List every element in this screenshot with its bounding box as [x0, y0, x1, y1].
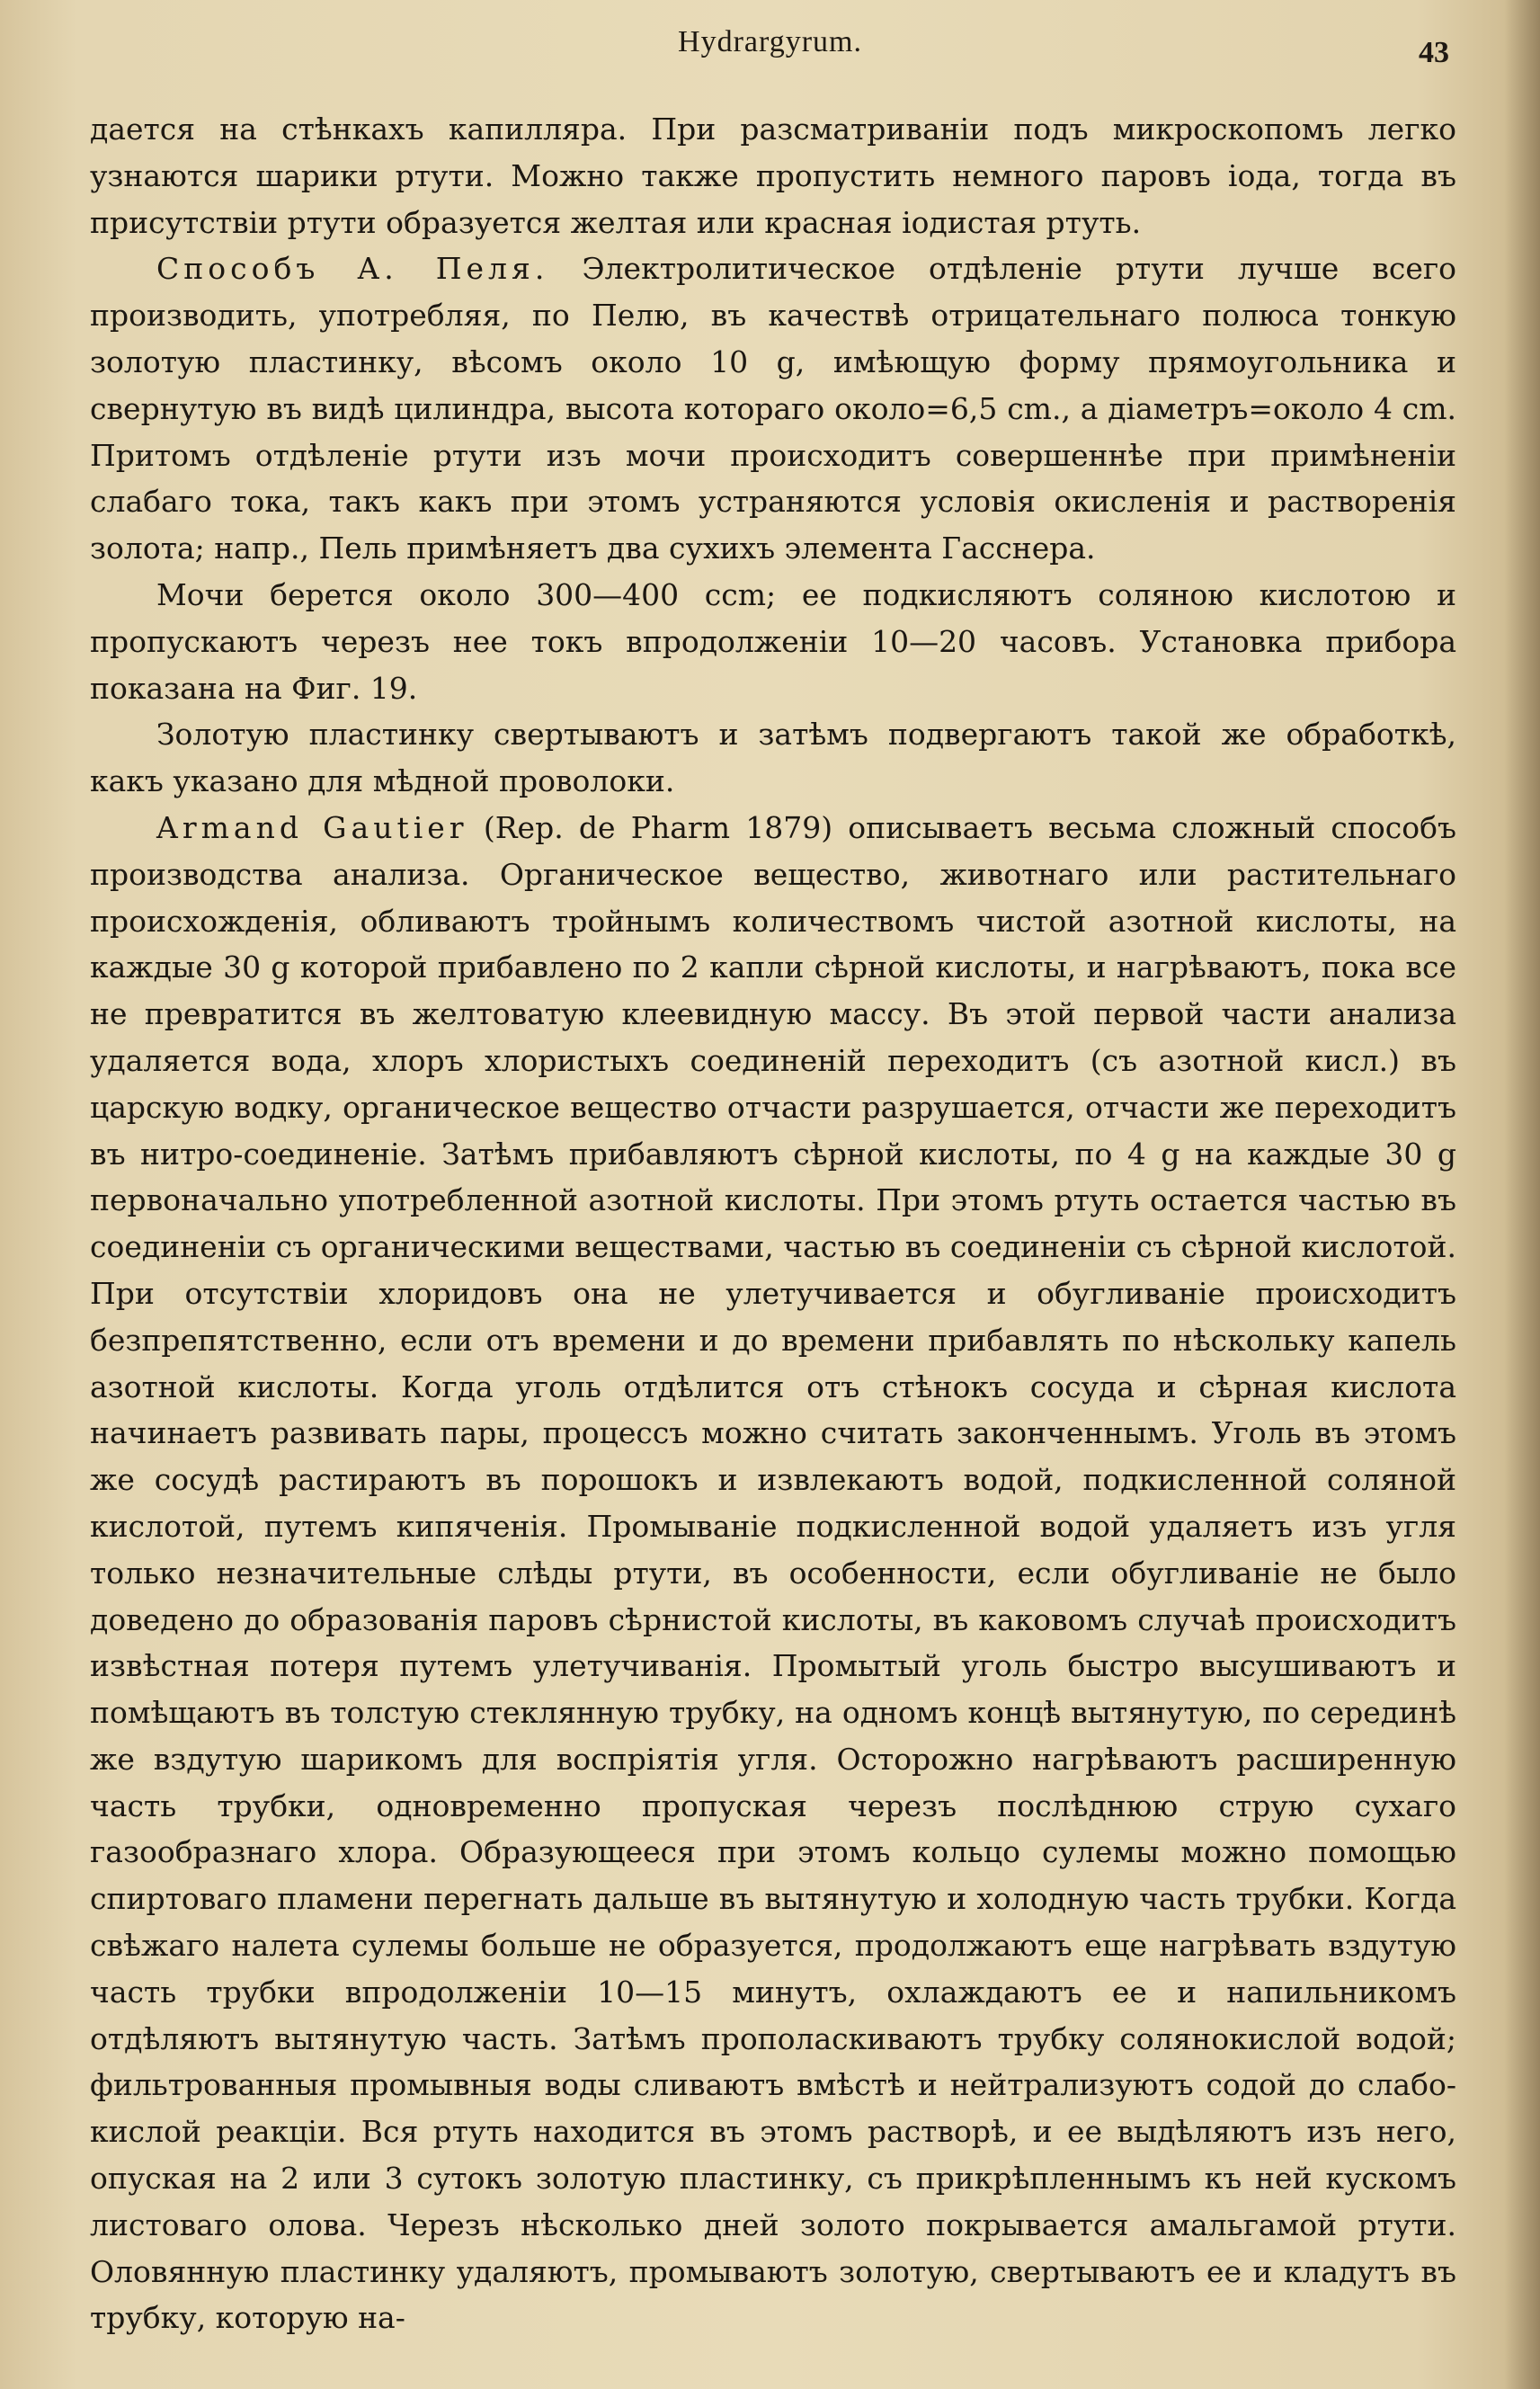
- paragraph-1: дается на стѣнкахъ капилляра. При разсматриванiи подъ микроскопомъ легко узнаются шарики ртути. Можно также пропустить немного паровъ iода, тогда въ присутствiи ртути образуется желтая или красная iодистая ртуть.: [90, 111, 1456, 240]
- paragraph-4: Золотую пластинку свертываютъ и затѣмъ подвергаютъ такой же обработкѣ, какъ указано для мѣдной проволоки.: [90, 717, 1456, 799]
- page-number: 43: [1419, 36, 1449, 69]
- running-title: Hydrargyrum.: [678, 25, 862, 58]
- paragraph-5: [90, 805, 1456, 2341]
- paragraph-2-text: Электролитическое отдѣленiе ртути лучше всего производить, употребляя, по Пелю, въ качествѣ отрицательнаго полюса тонкую золотую пластинку, вѣсомъ около 10 g, имѣющую форму прямоугольника и свернутую въ видѣ цилиндра, высота котораго около=6,5 cm., а дiаметръ=около 4 cm. Притомъ отдѣленiе ртути изъ мочи происходитъ совершеннѣе при примѣненiи слабаго тока, такъ какъ при этомъ устраняются условiя окисленiя и растворенiя золота; напр., Пель примѣняетъ два сухихъ элемента Гасснера.: [90, 251, 1457, 566]
- paragraph-2: [90, 245, 1456, 572]
- paragraph-5-text: (Rep. de Pharm 1879) описываетъ весьма сложный способъ производства анализа. Органическое вещество, животнаго или растительнаго происхожденiя, обливаютъ тройнымъ количествомъ чистой азотной кислоты, на каждые 30 g которой прибавлено по 2 капли сѣрной кислоты, и нагрѣваютъ, пока все не превратится въ желтоватую клеевидную массу. Въ этой первой части анализа удаляется вода, хлоръ хлористыхъ соединенiй переходитъ (съ азотной кисл.) въ царскую водку, органическое вещество отчасти разрушается, отчасти же переходитъ въ нитро-соединенiе. Затѣмъ прибавляютъ сѣрной кислоты, по 4 g на каждые 30 g первоначально употребленной азотной кислоты. При этомъ ртуть остается частью въ соединенiи съ органическими веществами, частью въ соединенiи съ сѣрной кислотой. При отсутствiи хлоридовъ она не улетучивается и обугливанiе происходитъ безпрепятственно, если отъ времени и до времени прибавлять по нѣскольку капель азотной кислоты. Когда уголь отдѣлится отъ стѣнокъ сосуда и сѣрная кислота начинаетъ развивать пары, процессъ можно считать законченнымъ. Уголь въ этомъ же сосудѣ растираютъ въ порошокъ и извлекаютъ водой, подкисленной соляной кислотой, путемъ кипяченiя. Промыванiе подкисленной водой удаляетъ изъ угля только незначительные слѣды ртути, въ особенности, если обугливанiе не было доведено до образованiя паровъ сѣрнистой кислоты, въ каковомъ случаѣ происходитъ извѣстная потеря путемъ улетучиванiя. Промытый уголь быстро высушиваютъ и помѣщаютъ въ толстую стеклянную трубку, на одномъ концѣ вытянутую, по серединѣ же вздутую шарикомъ для воспрiятiя угля. Осторожно нагрѣваютъ расширенную часть трубки, одновременно пропуская черезъ послѣднюю струю сухаго газообразнаго хлора. Образующееся при этомъ кольцо сулемы можно помощью спиртоваго пламени перегнать дальше въ вытянутую и холодную часть трубки. Когда свѣжаго налета сулемы больше не образуется, продолжаютъ еще нагрѣвать вздутую часть трубки впродолженiи 10—15 минутъ, охлаждаютъ ее и напильникомъ отдѣляютъ вытянутую часть. Затѣмъ прополаскиваютъ трубку солянокислой водой; фильтрованныя промывныя воды сливаютъ вмѣстѣ и нейтрализуютъ содой до слабо-кислой реакцiи. Вся ртуть находится въ этомъ растворѣ, и ее выдѣляютъ изъ него, опуская на 2 или 3 сутокъ золотую пластинку, съ прикрѣпленнымъ къ ней кускомъ листоваго олова. Черезъ нѣсколько дней золото покрывается амальгамой ртути. Оловянную пластинку удаляютъ, промываютъ золотую, свертываютъ ее и кладутъ въ трубку, которую на-: [90, 809, 1456, 2336]
- author-gautier: Armand Gautier: [156, 809, 468, 845]
- paragraph-3: Мочи берется около 300—400 ccm; ее подкисляютъ соляною кислотою и пропускаютъ черезъ нее токъ впродолженiи 10—20 часовъ. Установка прибора показана на Фиг. 19.: [90, 576, 1456, 706]
- body-text: [90, 106, 1456, 2341]
- method-pel-heading: Способъ А. Пеля.: [156, 251, 549, 287]
